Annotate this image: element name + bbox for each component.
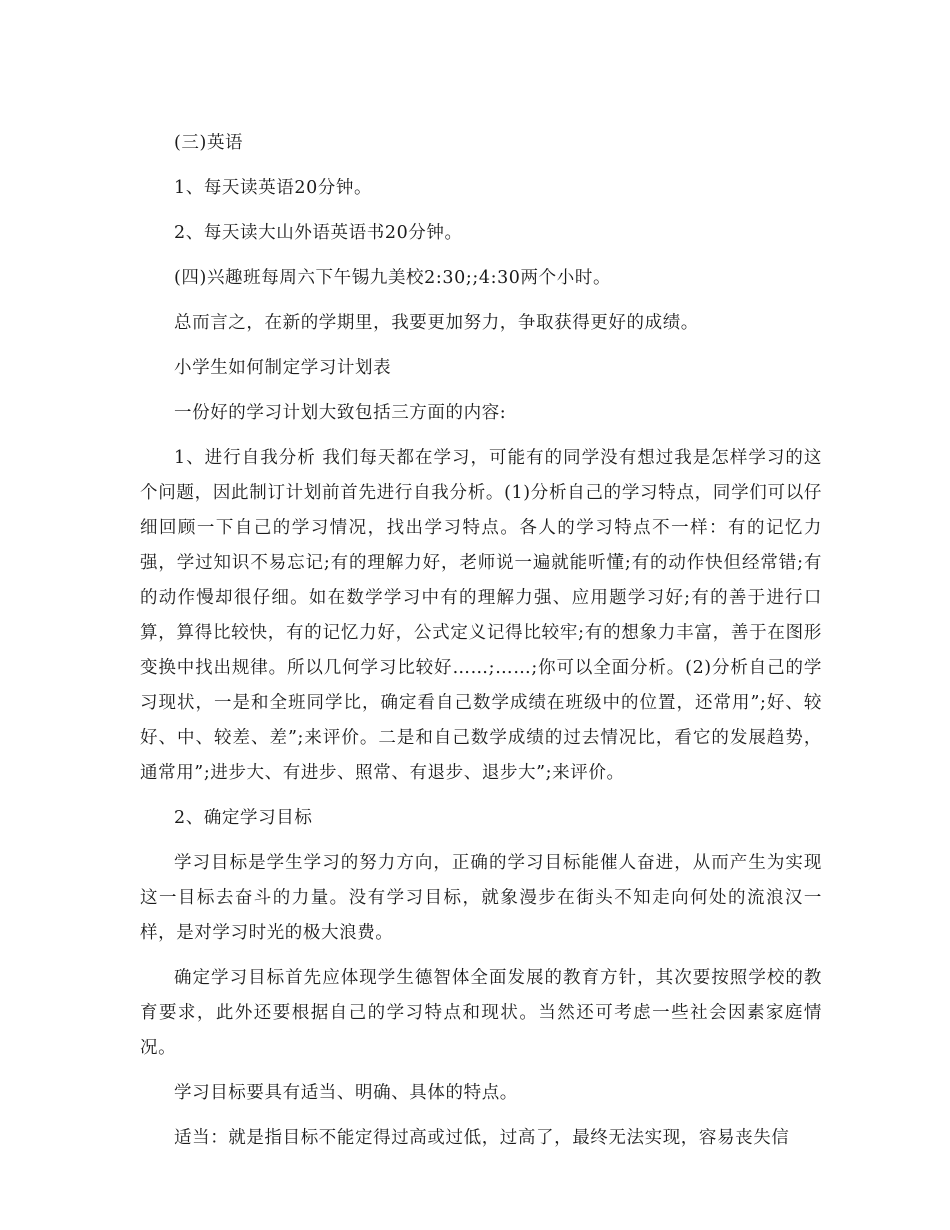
body-paragraph: 确定学习目标首先应体现学生德智体全面发展的教育方针，其次要按照学校的教育要求，此外还要根据自己的学习特点和现状。当然还可考虑一些社会因素家庭情况。	[140, 968, 822, 1058]
article-title: 小学生如何制定学习计划表	[174, 358, 392, 378]
body-paragraph: 学习目标是学生学习的努力方向，正确的学习目标能催人奋进，从而产生为实现这一目标去奋斗的力量。没有学习目标，就象漫步在街头不知走向何处的流浪汉一样，是对学习时光的极大浪费。	[140, 853, 822, 943]
list-item: 1、每天读英语20分钟。	[174, 178, 373, 198]
summary-paragraph: 总而言之，在新的学期里，我要更加努力，争取获得更好的成绩。	[174, 313, 699, 333]
intro-paragraph: 一份好的学习计划大致包括三方面的内容:	[174, 403, 507, 423]
body-paragraph: 学习目标要具有适当、明确、具体的特点。	[174, 1083, 518, 1103]
self-analysis-paragraph: 1、进行自我分析 我们每天都在学习，可能有的同学没有想过我是怎样学习的这个问题，因此制订计划前首先进行自我分析。(1)分析自己的学习特点，同学们可以仔细回顾一下自己的学习情况，找出学习特点。各人的学习特点不一样：有的记忆力强，学过知识不易忘记;有的理解力好，老师说一遍就能听懂;有的动作快但经常错;有的动作慢却很仔细。如在数学学习中有的理解力强、应用题学习好;有的善于进行口算，算得比较快，有的记忆力好，公式定义记得比较牢;有的想象力丰富，善于在图形变换中找出规律。所以几何学习比较好……;……;你可以全面分析。(2)分析自己的学习现状，一是和全班同学比，确定看自己数学成绩在班级中的位置，还常用”;好、较好、中、较差、差”;来评价。二是和自己数学成绩的过去情况比，看它的发展趋势，通常用”;进步大、有进步、照常、有退步、退步大”;来评价。	[140, 448, 822, 783]
body-paragraph: 适当：就是指目标不能定得过高或过低，过高了，最终无法实现，容易丧失信	[174, 1128, 790, 1148]
section-heading-english: (三)英语	[174, 133, 244, 153]
section-heading-interest-class: (四)兴趣班每周六下午锡九美校2:30;;4:30两个小时。	[174, 268, 612, 288]
section-heading-goals: 2、确定学习目标	[174, 808, 313, 828]
list-item: 2、每天读大山外语英语书20分钟。	[174, 223, 463, 243]
